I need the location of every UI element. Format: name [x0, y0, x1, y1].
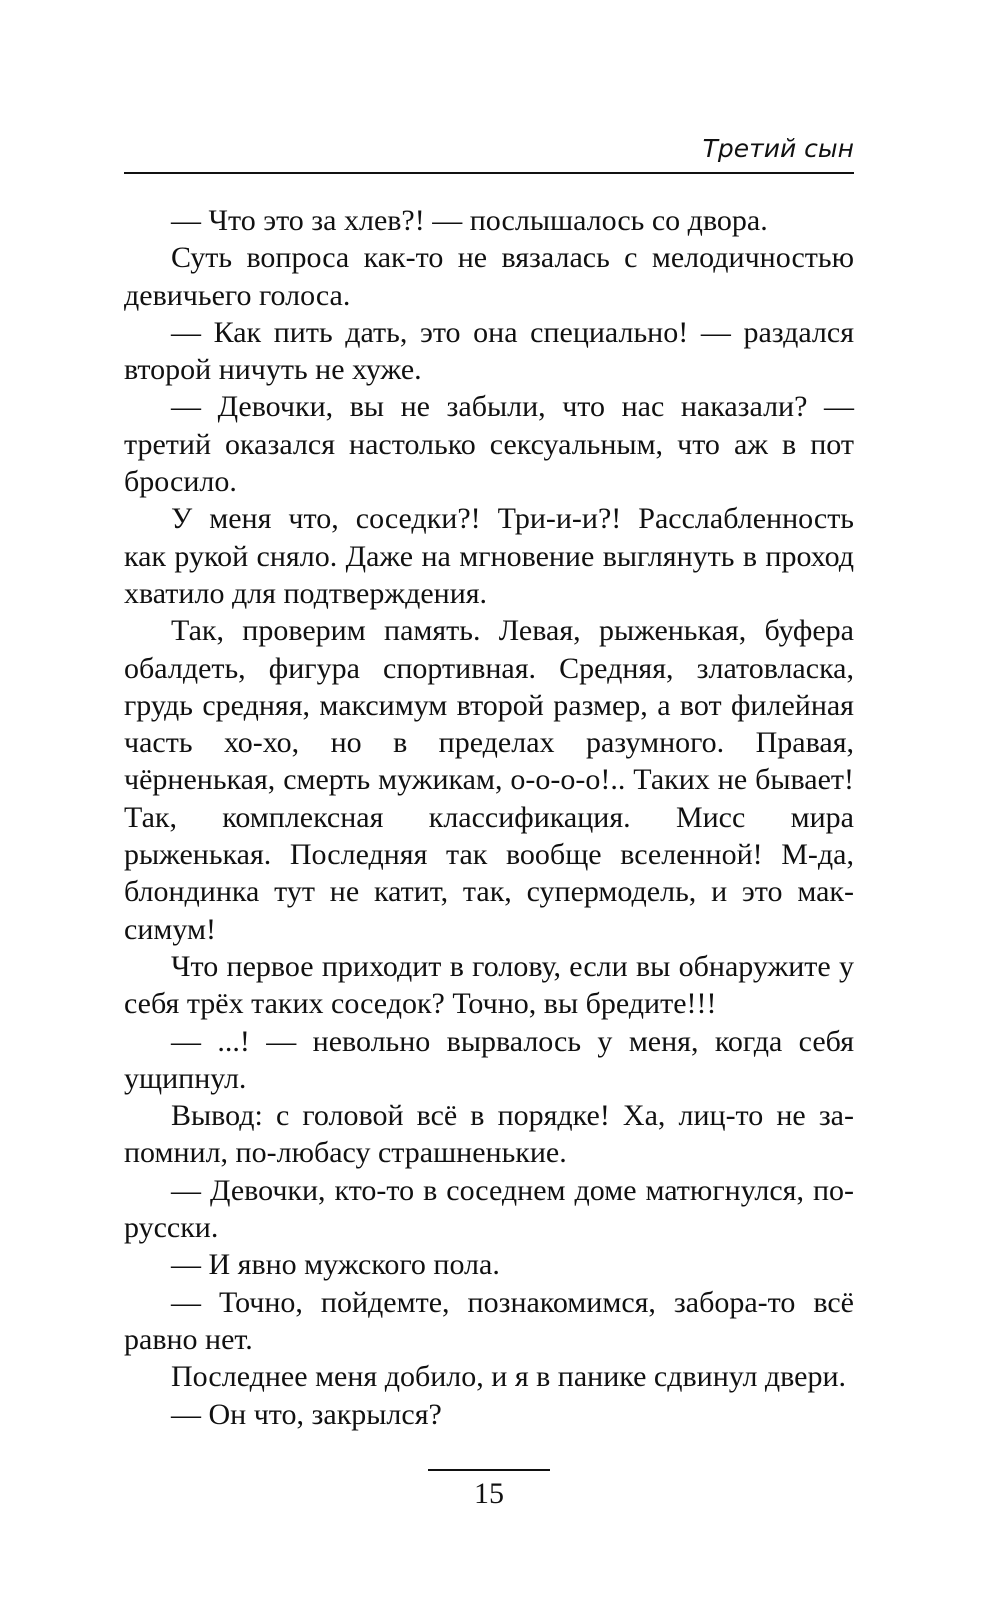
paragraph: — Девочки, вы не забыли, что нас наказали? — третий оказался настолько сексуальным, что аж в пот бросило. [124, 390, 854, 499]
paragraph: У меня что, соседки?! Три-и-и?! Расслабленность как рукой сняло. Даже на мгновение выглянуть в проход хватило для подтверждения. [124, 502, 854, 610]
paragraph: — ...! — невольно вырвалось у меня, когда себя ущипнул. [124, 1024, 854, 1095]
paragraph: Что первое приходит в голову, если вы обнаружите у себя трёх таких соседок? Точно, вы бредите!!! [124, 949, 854, 1021]
paragraph: — Как пить дать, это она специально! — раздался второй ничуть не хуже. [124, 315, 854, 387]
header-rule [124, 172, 854, 174]
footer-rule [428, 1469, 550, 1471]
paragraph: Суть вопроса как-то не вязалась с мелодичностью девичьего голоса. [124, 241, 854, 312]
paragraph: — Точно, пойдемте, познакомимся, забора-то всё равно нет. [124, 1285, 854, 1356]
paragraph: — Он что, закрылся? [171, 1397, 442, 1431]
paragraph: Последнее меня добило, и я в панике сдвинул двери. [171, 1360, 847, 1394]
body-text [124, 202, 854, 1433]
paragraph: — Что это за хлев?! — послышалось со двора. [171, 204, 768, 237]
paragraph: — И явно мужского пола. [171, 1248, 500, 1282]
paragraph: Так, проверим память. Левая, рыженькая, буфера обалдеть, фигура спортивная. Средняя, златовласка, грудь средняя, максимум второй размер, а вот филейная часть хо-хо, но в пределах разумного. Правая, чёрненькая, смерть мужикам, о-о-о-о!.. Таких не бывает! Так, комплексная классификация. Мисс мира рыженькая. Последняя так вообще вселенной! М-да, блондинка тут не катит, так, супермодель, и это максимум! [124, 614, 854, 946]
paragraph: — Девочки, кто-то в соседнем доме матюгнулся, по-русски. [124, 1173, 854, 1245]
paragraph: Вывод: с головой всё в порядке! Ха, лиц-то не запомнил, по-любасу страшненькие. [124, 1099, 854, 1170]
running-head: Третий сын [702, 134, 854, 163]
page-number: 15 [474, 1477, 504, 1510]
